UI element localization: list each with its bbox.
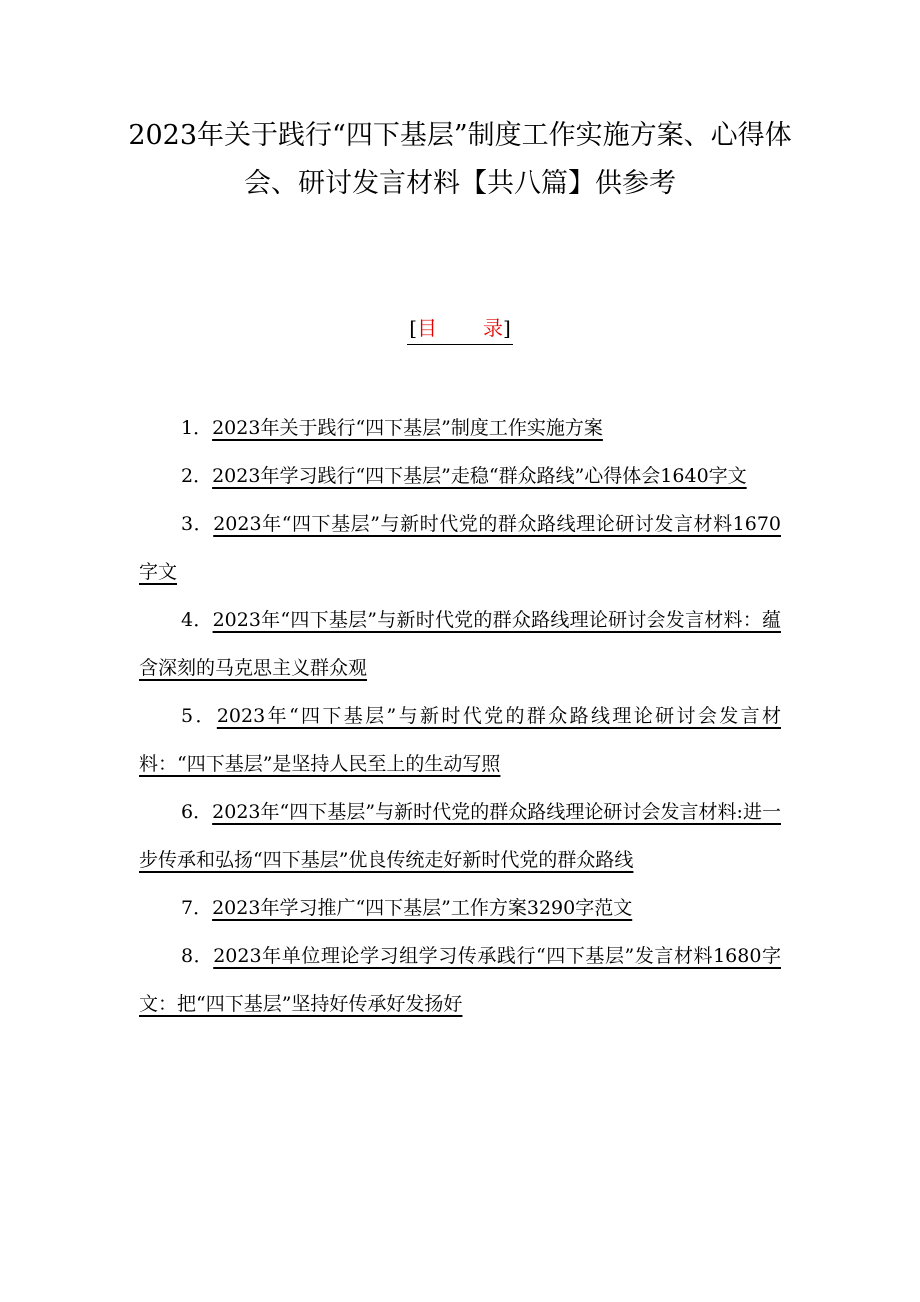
toc-item-number: 3． — [181, 513, 214, 535]
toc-item-5 — [139, 692, 781, 788]
toc-heading-char-1: 目 — [417, 316, 437, 340]
table-of-contents — [139, 404, 781, 1028]
toc-item-link[interactable]: 2023年“四下基层”与新时代党的群众路线理论研讨发言材料1670字文 — [139, 513, 781, 583]
toc-item-6 — [139, 788, 781, 884]
document-title: 2023年关于践行“四下基层”制度工作实施方案、心得体会、研讨发言材料【共八篇】供参考 — [128, 120, 792, 199]
toc-item-number: 8． — [181, 945, 214, 967]
toc-heading-bracket-group — [407, 312, 513, 345]
toc-item-link[interactable]: 2023年学习践行“四下基层”走稳“群众路线”心得体会1640字文 — [212, 465, 747, 487]
toc-item-3 — [139, 500, 781, 596]
toc-item-link[interactable]: 2023年“四下基层”与新时代党的群众路线理论研讨会发言材料:进一步传承和弘扬“四下基层”优良传统走好新时代党的群众路线 — [139, 801, 781, 871]
toc-heading-close-bracket: ] — [503, 316, 511, 340]
toc-item-2 — [139, 452, 781, 500]
toc-item-number: 4． — [181, 609, 213, 631]
toc-item-7 — [139, 884, 781, 932]
toc-item-link[interactable]: 2023年“四下基层”与新时代党的群众路线理论研讨会发言材料：“四下基层”是坚持人民至上的生动写照 — [139, 705, 781, 775]
toc-heading-open-bracket: [ — [409, 316, 417, 340]
toc-item-number: 2． — [181, 465, 213, 487]
toc-item-4 — [139, 596, 781, 692]
toc-item-link[interactable]: 2023年学习推广“四下基层”工作方案3290字范文 — [212, 897, 633, 919]
toc-item-number: 7． — [181, 897, 213, 919]
toc-item-1 — [139, 404, 781, 452]
toc-item-number: 1． — [181, 417, 213, 439]
toc-item-link[interactable]: 2023年单位理论学习组学习传承践行“四下基层”发言材料1680字文：把“四下基层”坚持好传承好发扬好 — [139, 945, 781, 1015]
toc-heading — [0, 312, 920, 345]
toc-heading-char-2: 录 — [483, 316, 503, 340]
toc-item-link[interactable]: 2023年关于践行“四下基层”制度工作实施方案 — [212, 417, 603, 439]
toc-item-link[interactable]: 2023年“四下基层”与新时代党的群众路线理论研讨会发言材料：蕴含深刻的马克思主义群众观 — [139, 609, 781, 679]
toc-item-number: 6． — [181, 801, 213, 823]
toc-item-number: 5． — [181, 705, 217, 727]
toc-item-8 — [139, 932, 781, 1028]
